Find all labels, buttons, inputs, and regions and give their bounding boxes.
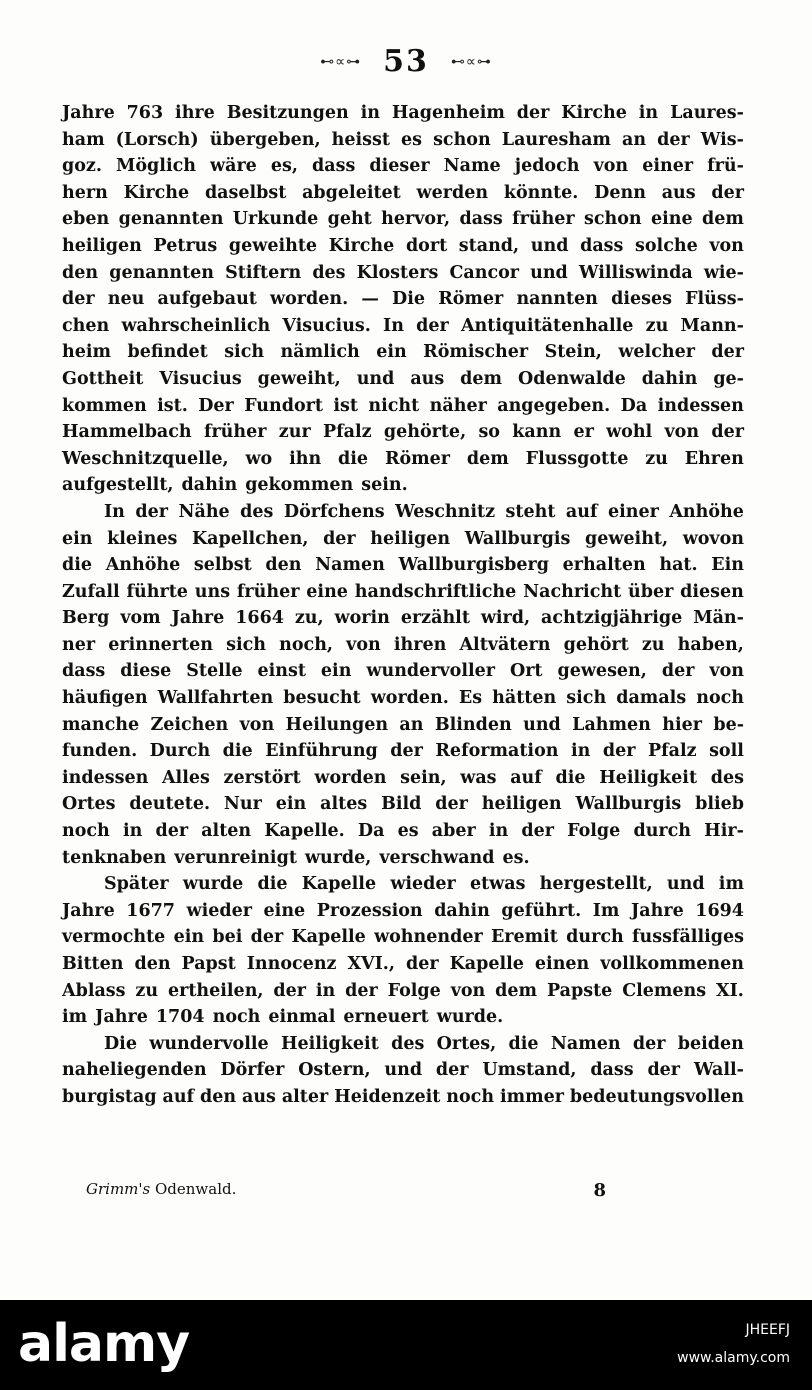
text-line: häufigen Wallfahrten besucht worden. Es hätten sich damals noch <box>62 688 744 709</box>
page-number: 53 <box>383 44 429 79</box>
text-line: Hammelbach früher zur Pfalz gehörte, so kann er wohl von der <box>62 422 744 443</box>
text-line: Später wurde die Kapelle wieder etwas hergestellt, und im <box>104 874 744 895</box>
text-line: heiligen Petrus geweihte Kirche dort stand, und dass solche von <box>62 235 744 256</box>
text-line: der neu aufgebaut worden. — Die Römer nannten dieses Flüss- <box>62 289 744 310</box>
book-title-rest: Odenwald. <box>155 1180 237 1198</box>
watermark-bar <box>0 1300 812 1390</box>
text-line: aufgestellt, dahin gekommen sein. <box>62 475 408 496</box>
watermark-url: www.alamy.com <box>677 1350 790 1366</box>
text-line: goz. Möglich wäre es, dass dieser Name jedoch von einer frü- <box>62 156 744 177</box>
book-title-italic: Grimm's <box>86 1180 151 1198</box>
text-line: Bitten den Papst Innocenz XVI., der Kapelle einen vollkommenen <box>62 954 744 974</box>
ornament-left: ⊷∝⊶ <box>320 53 362 70</box>
paragraph <box>62 1031 744 1111</box>
paragraph <box>62 871 744 1031</box>
text-line: ham (Lorsch) übergeben, heisst es schon Lauresham an der Wis- <box>62 129 744 150</box>
text-line: Jahre 763 ihre Besitzungen in Hagenheim der Kirche in Laures- <box>62 103 744 123</box>
text-line: kommen ist. Der Fundort ist nicht näher angegeben. Da indessen <box>62 395 744 416</box>
text-line: tenknaben verunreinigt wurde, verschwand es. <box>62 847 530 868</box>
text-line: Jahre 1677 wieder eine Prozession dahin geführt. Im Jahre 1694 <box>62 900 744 921</box>
text-line: heim befindet sich nämlich ein Römischer Stein, welcher der <box>62 342 744 363</box>
text-line: Berg vom Jahre 1664 zu, worin erzählt wird, achtzigjährige Män- <box>62 608 744 629</box>
text-line: Gottheit Visucius geweiht, und aus dem Odenwalde dahin ge- <box>62 368 744 389</box>
text-line: vermochte ein bei der Kapelle wohnender Eremit durch fussfälliges <box>62 927 744 948</box>
text-line: manche Zeichen von Heilungen an Blinden und Lahmen hier be- <box>62 714 744 735</box>
page-header <box>0 44 812 79</box>
text-line: funden. Durch die Einführung der Reformation in der Pfalz soll <box>62 741 744 762</box>
text-line: hern Kirche daselbst abgeleitet werden könnte. Denn aus der <box>62 182 744 203</box>
ornament-right: ⊷∝⊶ <box>450 53 492 70</box>
book-title <box>86 1180 236 1201</box>
text-line: noch in der alten Kapelle. Da es aber in der Folge durch Hir- <box>62 821 744 842</box>
text-line: Weschnitzquelle, wo ihn die Römer dem Flussgotte zu Ehren <box>62 448 744 469</box>
text-line: chen wahrscheinlich Visucius. In der Antiquitätenhalle zu Mann- <box>62 315 744 336</box>
signature-mark: 8 <box>593 1180 606 1201</box>
text-line: Die wundervolle Heiligkeit des Ortes, die Namen der beiden <box>104 1033 744 1054</box>
paragraph <box>62 100 744 499</box>
text-line: ein kleines Kapellchen, der heiligen Wallburgis geweiht, wovon <box>62 528 744 549</box>
text-line: dass diese Stelle einst ein wundervoller Ort gewesen, der von <box>62 661 744 682</box>
text-line: naheliegenden Dörfer Ostern, und der Umstand, dass der Wall- <box>62 1060 744 1081</box>
text-line: In der Nähe des Dörfchens Weschnitz steht auf einer Anhöhe <box>104 501 744 522</box>
text-line: Ablass zu ertheilen, der in der Folge von dem Papste Clemens XI. <box>62 980 744 1001</box>
text-line: Zufall führte uns früher eine handschriftliche Nachricht über diesen <box>62 581 744 602</box>
text-line: die Anhöhe selbst den Namen Wallburgisberg erhalten hat. Ein <box>62 555 744 576</box>
image-id: JHEEFJ <box>745 1322 790 1338</box>
text-line: indessen Alles zerstört worden sein, was auf die Heiligkeit des <box>62 767 744 788</box>
text-line: eben genannten Urkunde geht hervor, dass früher schon eine dem <box>62 209 744 230</box>
alamy-logo: alamy <box>18 1314 190 1374</box>
page-footer <box>86 1180 606 1201</box>
text-line: ner erinnerten sich noch, von ihren Altvätern gehört zu haben, <box>62 634 744 655</box>
text-line: im Jahre 1704 noch einmal erneuert wurde. <box>62 1007 504 1028</box>
paragraph <box>62 499 744 871</box>
text-line: Ortes deutete. Nur ein altes Bild der heiligen Wallburgis blieb <box>62 794 744 815</box>
text-line: den genannten Stiftern des Klosters Cancor und Williswinda wie- <box>62 262 744 283</box>
body-text <box>62 100 744 1111</box>
text-line: burgistag auf den aus alter Heidenzeit noch immer bedeutungsvollen <box>62 1086 744 1107</box>
